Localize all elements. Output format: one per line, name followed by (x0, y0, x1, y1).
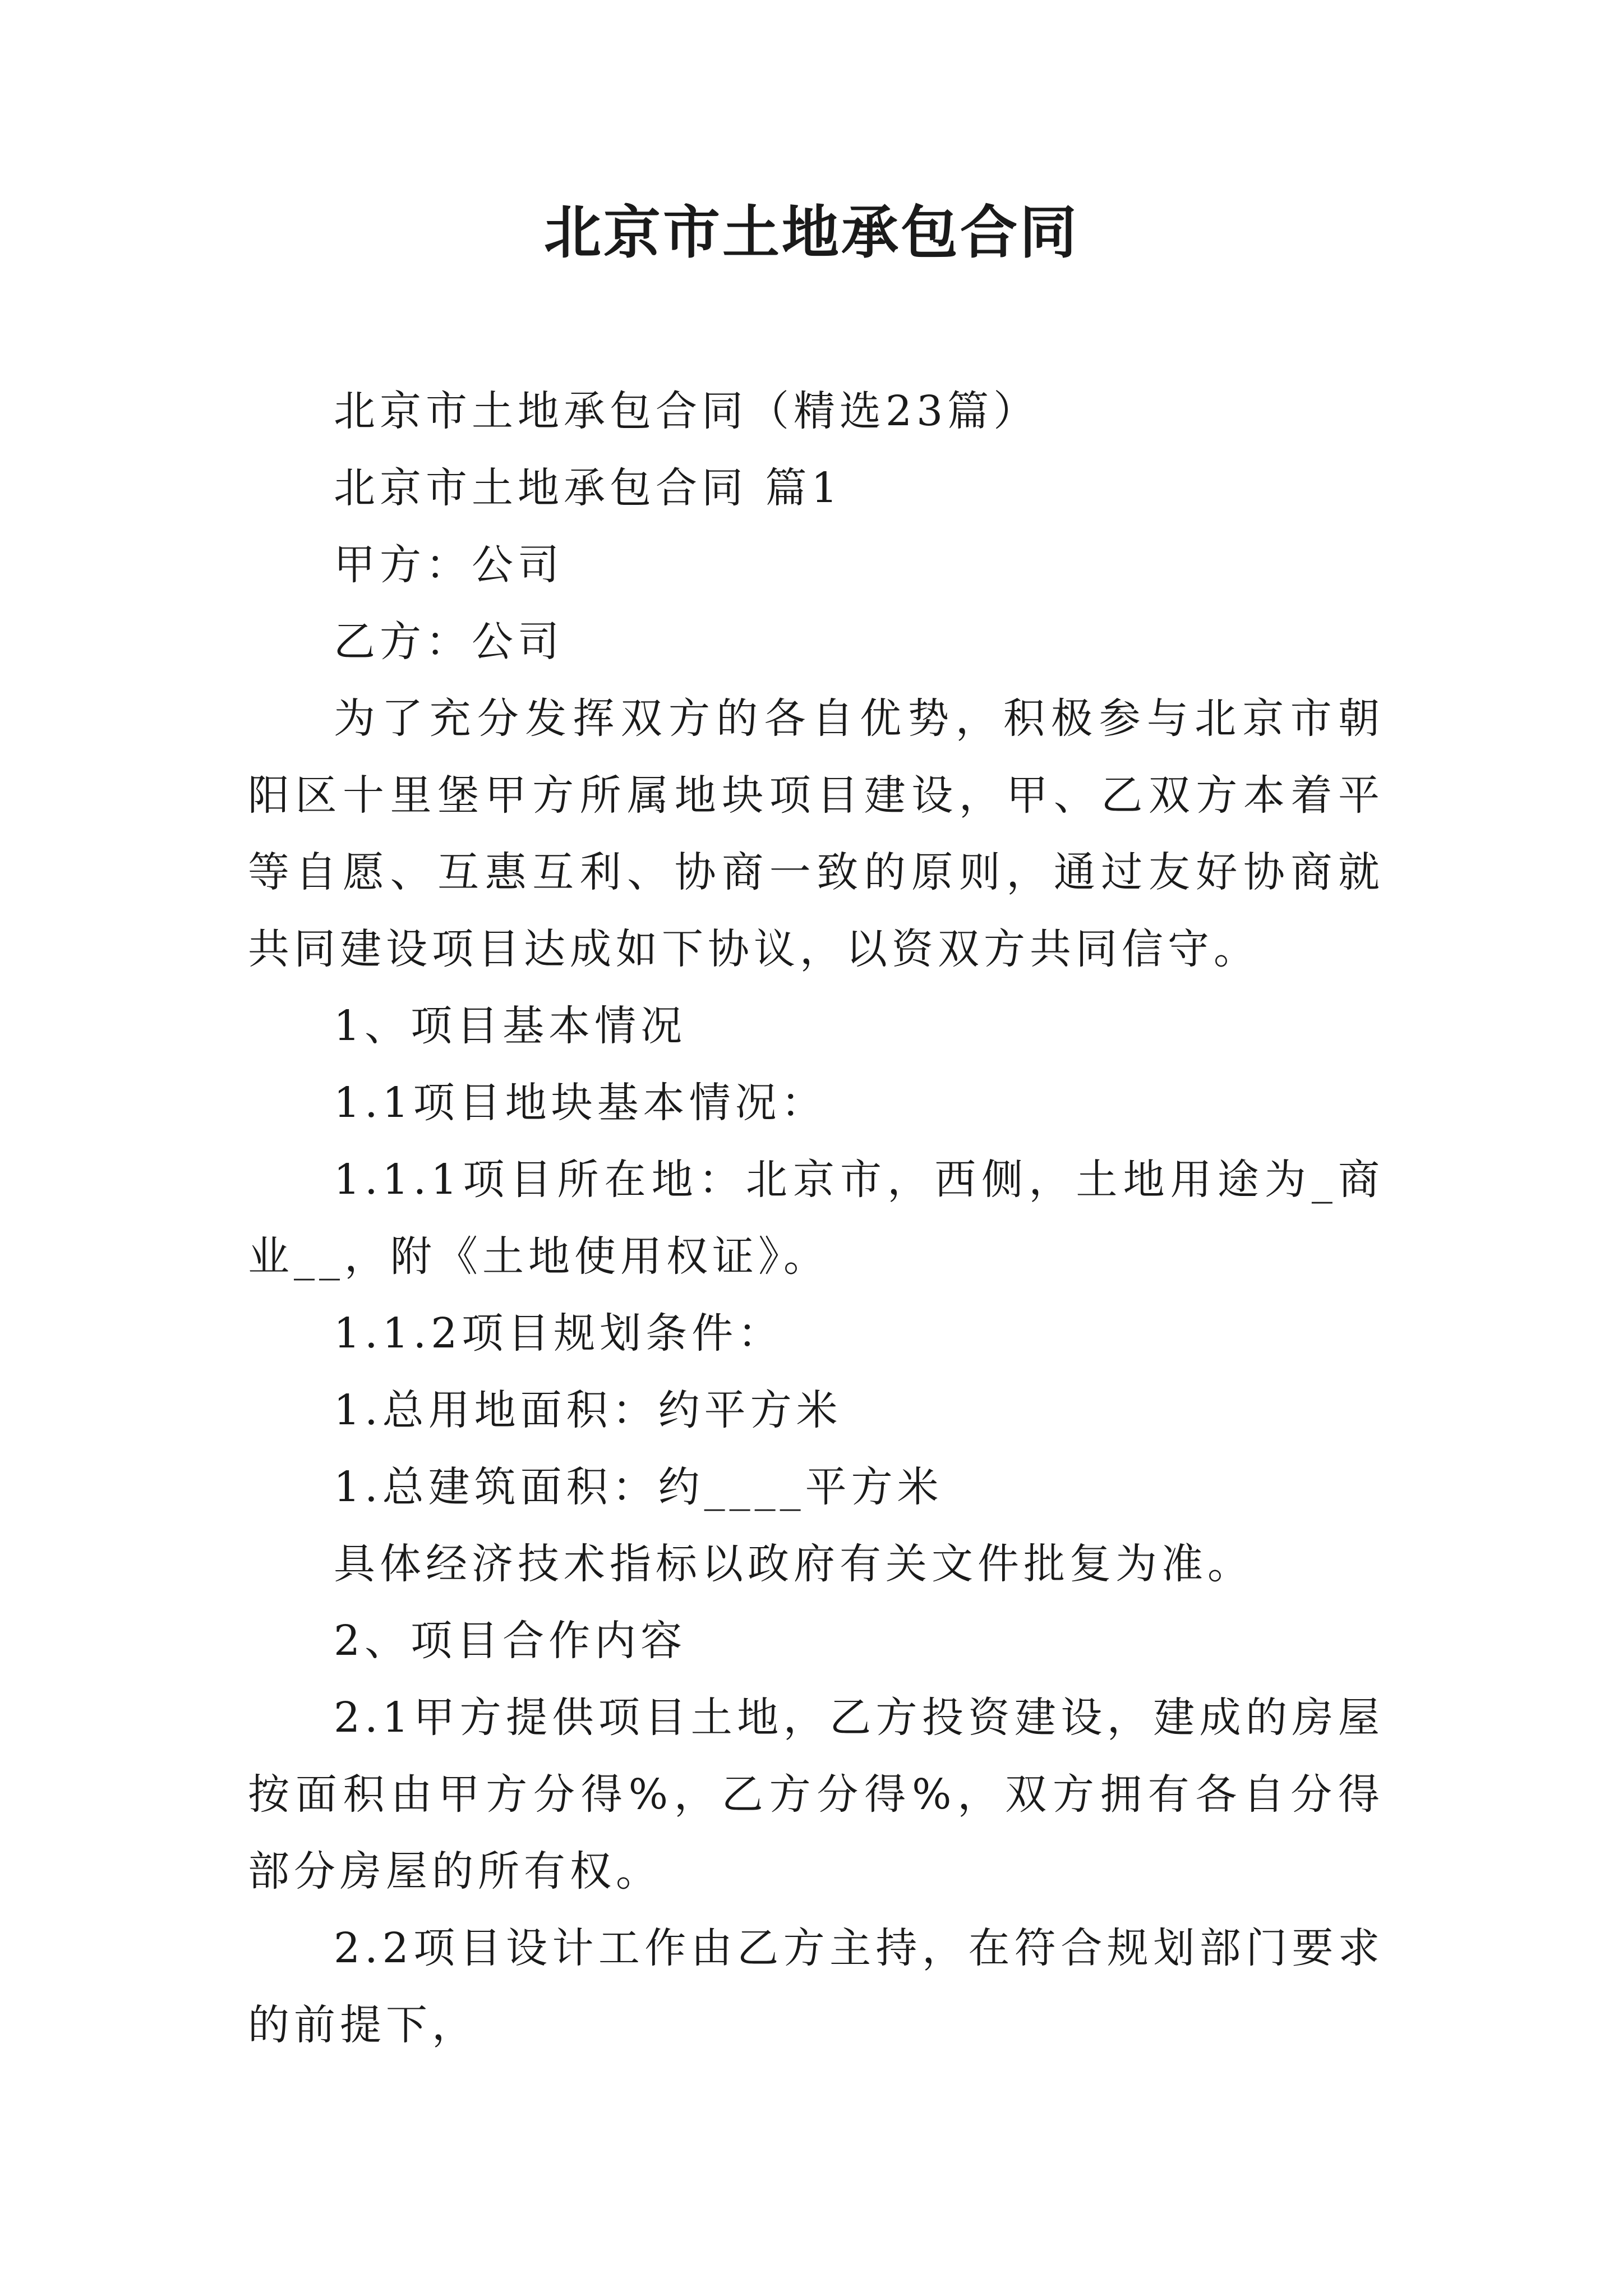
paragraph-subtitle: 北京市土地承包合同（精选23篇） (334, 387, 1040, 435)
paragraph-building-area: 1.总建筑面积：约____平方米 (334, 1463, 943, 1511)
paragraph-party-b: 乙方：公司 (334, 618, 564, 666)
document-title: 北京市土地承包合同 (544, 199, 1079, 266)
paragraph-preamble: 为了充分发挥双方的各自优势，积极参与北京市朝阳区十里堡甲方所属地块项目建设，甲、乙双方本着平等自愿、互惠互利、协商一致的原则，通过友好协商就共同建设项目达成如下协议，以资双方共同信守。 (248, 694, 1384, 973)
paragraph-clause-1: 1、项目基本情况 (334, 1002, 687, 1050)
paragraph-clause-2-1: 2.1甲方提供项目土地，乙方投资建设，建成的房屋按面积由甲方分得%，乙方分得%，双方拥有各自分得部分房屋的所有权。 (248, 1694, 1384, 1895)
paragraph-clause-2: 2、项目合作内容 (334, 1617, 687, 1665)
paragraph-clause-1-1-1: 1.1.1项目所在地：北京市，西侧，土地用途为_商业__，附《土地使用权证》。 (248, 1156, 1384, 1281)
document-body (248, 373, 1384, 2064)
paragraph-clause-1-1-2: 1.1.2项目规划条件： (334, 1309, 784, 1358)
paragraph-land-area: 1.总用地面积：约平方米 (334, 1386, 842, 1434)
paragraph-clause-2-2: 2.2项目设计工作由乙方主持，在符合规划部门要求的前提下， (248, 1924, 1384, 2049)
paragraph-clause-1-1: 1.1项目地块基本情况： (334, 1079, 827, 1127)
paragraph-party-a: 甲方：公司 (334, 541, 564, 589)
paragraph-indicators: 具体经济技术指标以政府有关文件批复为准。 (334, 1540, 1253, 1588)
paragraph-section-heading: 北京市土地承包合同 篇1 (334, 464, 842, 512)
